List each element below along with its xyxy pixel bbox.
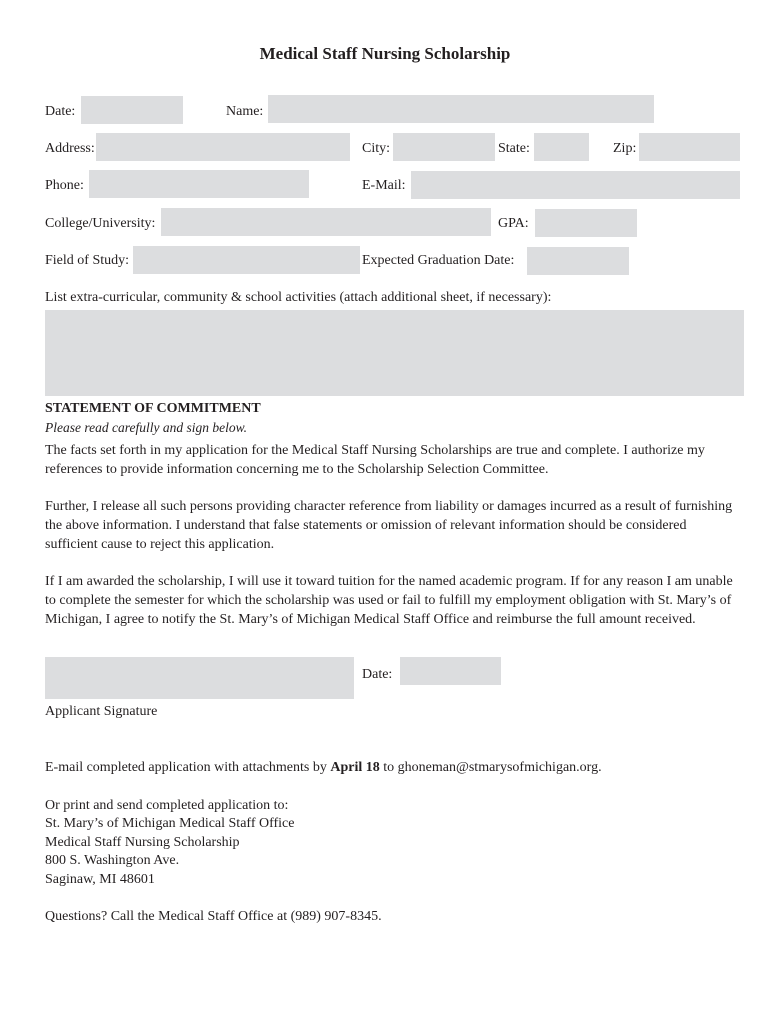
applicant-signature-label: Applicant Signature [45,704,158,719]
commitment-paragraph-3: If I am awarded the scholarship, I will use it toward tuition for the named academic program. If for any reason I am unable to complete the semester for which the scholarship was used or fail to fulfill my employment obligation with St. Mary’s of Michigan, I agree to notify the St. Mary’s of Michigan Medical Staff Office and reimburse the full amount received. [45,574,733,627]
address-label: Address: [45,141,95,156]
name-field[interactable] [268,95,654,123]
mail-address-line-1: St. Mary’s of Michigan Medical Staff Office [45,816,295,831]
email-field[interactable] [411,171,740,199]
state-field[interactable] [534,133,589,161]
mail-address-line-3: 800 S. Washington Ave. [45,853,180,868]
signature-date-field[interactable] [400,657,501,685]
gpa-field[interactable] [535,209,637,237]
commitment-heading: STATEMENT OF COMMITMENT [45,401,261,416]
address-field[interactable] [96,133,350,161]
email-label: E-Mail: [362,178,406,193]
gpa-label: GPA: [498,216,529,231]
zip-label: Zip: [613,141,637,156]
signature-field[interactable] [45,657,354,699]
page-title: Medical Staff Nursing Scholarship [259,44,511,63]
phone-field[interactable] [89,170,309,198]
commitment-paragraph-2: Further, I release all such persons providing character reference from liability or damages incurred as a result of furnishing the above information. I understand that false statements or omission of relevant information should be considered sufficient cause to reject this application. [45,499,733,552]
college-label: College/University: [45,216,156,231]
graduation-date-label: Expected Graduation Date: [362,253,515,268]
city-field[interactable] [393,133,495,161]
email-instructions-prefix: E-mail completed application with attachments by [45,760,331,775]
email-deadline: April 18 [330,760,380,775]
email-instructions-suffix: to ghoneman@stmarysofmichigan.org. [379,760,602,775]
field-of-study-field[interactable] [133,246,360,274]
questions-line: Questions? Call the Medical Staff Office at (989) 907-8345. [45,909,382,924]
phone-label: Phone: [45,178,84,193]
date-label: Date: [45,104,76,119]
mail-intro: Or print and send completed application to: [45,798,289,813]
activities-label: List extra-curricular, community & school activities (attach additional sheet, if necessary): [45,290,552,305]
signature-date-label: Date: [362,667,393,682]
activities-field[interactable] [45,310,744,396]
commitment-paragraph-1: The facts set forth in my application for the Medical Staff Nursing Scholarships are true and complete. I authorize my references to provide information concerning me to the Scholarship Selection Committee. [45,443,705,477]
name-label: Name: [226,104,264,119]
mail-address-line-2: Medical Staff Nursing Scholarship [45,835,240,850]
field-of-study-label: Field of Study: [45,253,130,268]
email-instructions [45,760,602,776]
state-label: State: [498,141,530,156]
graduation-date-field[interactable] [527,247,629,275]
zip-field[interactable] [639,133,740,161]
commitment-subheading: Please read carefully and sign below. [45,420,247,435]
city-label: City: [362,141,391,156]
date-field[interactable] [81,96,183,124]
mail-address-line-4: Saginaw, MI 48601 [45,872,155,887]
college-field[interactable] [161,208,491,236]
